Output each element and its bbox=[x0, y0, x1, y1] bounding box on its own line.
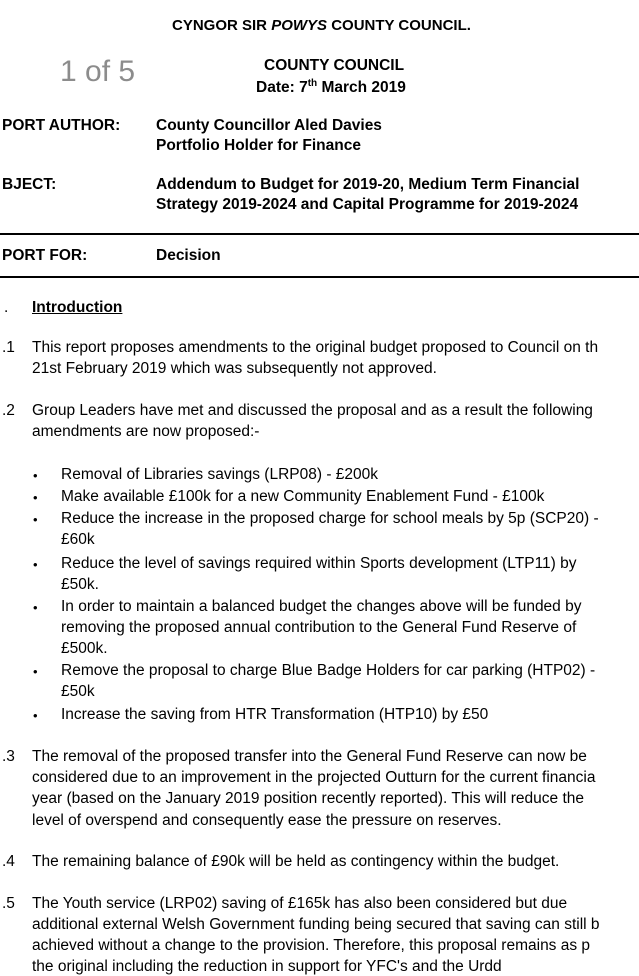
para-line: year (based on the January 2019 position recently reported). This will reduce the bbox=[32, 790, 584, 807]
report-for-label: PORT FOR: bbox=[2, 247, 88, 264]
para-line: additional external Welsh Government funding being secured that saving can still b bbox=[32, 916, 600, 933]
bullet-text: £50k bbox=[61, 683, 95, 700]
author-name: County Councillor Aled Davies bbox=[156, 117, 382, 134]
author-role: Portfolio Holder for Finance bbox=[156, 137, 361, 154]
para-line: 21st February 2019 which was subsequently not approved. bbox=[32, 360, 437, 377]
meeting-title: COUNTY COUNCIL bbox=[264, 57, 405, 74]
section-title: Introduction bbox=[32, 299, 123, 316]
meeting-date: Date: 7th March 2019 bbox=[256, 78, 406, 96]
para-line: The remaining balance of £90k will be held as contingency within the budget. bbox=[32, 853, 560, 870]
para-line: the original including the reduction in support for YFC's and the Urdd bbox=[32, 958, 502, 975]
bullet-text: Increase the saving from HTR Transformation (HTP10) by £50 bbox=[61, 706, 489, 723]
bullet-mark: • bbox=[33, 708, 38, 723]
para-line: The removal of the proposed transfer into the General Fund Reserve can now be bbox=[32, 748, 587, 765]
bullet-text: Make available £100k for a new Community Enablement Fund - £100k bbox=[61, 488, 545, 505]
bullet-mark: • bbox=[33, 557, 38, 572]
para-line: The Youth service (LRP02) saving of £165k has also been considered but due bbox=[32, 895, 568, 912]
para-number: .2 bbox=[2, 402, 15, 419]
bullet-text: £50k. bbox=[61, 576, 99, 593]
para-line: This report proposes amendments to the original budget proposed to Council on th bbox=[32, 339, 599, 356]
report-for-value: Decision bbox=[156, 247, 221, 264]
bullet-text: £60k bbox=[61, 531, 95, 548]
para-number: .5 bbox=[2, 895, 15, 912]
para-number: .4 bbox=[2, 853, 15, 870]
para-number: .3 bbox=[2, 748, 15, 765]
para-line: considered due to an improvement in the projected Outturn for the current financia bbox=[32, 769, 596, 786]
bullet-text: Removal of Libraries savings (LRP08) - £200k bbox=[61, 466, 379, 483]
para-line: achieved without a change to the provision. Therefore, this proposal remains as p bbox=[32, 937, 591, 954]
bullet-text: £500k. bbox=[61, 640, 108, 657]
bullet-text: Reduce the level of savings required within Sports development (LTP11) by bbox=[61, 555, 577, 572]
subject-label: BJECT: bbox=[2, 176, 57, 193]
section-number: . bbox=[4, 299, 9, 316]
bullet-mark: • bbox=[33, 468, 38, 483]
bullet-mark: • bbox=[33, 600, 38, 615]
bullet-text: Reduce the increase in the proposed charge for school meals by 5p (SCP20) - bbox=[61, 510, 599, 527]
para-number: .1 bbox=[2, 339, 15, 356]
bullet-text: Remove the proposal to charge Blue Badge Holders for car parking (HTP02) - bbox=[61, 662, 596, 679]
council-name: CYNGOR SIR POWYS COUNTY COUNCIL. bbox=[172, 17, 471, 34]
bullet-mark: • bbox=[33, 664, 38, 679]
subject-line-2: Strategy 2019-2024 and Capital Programme for 2019-2024 bbox=[156, 196, 579, 213]
bullet-mark: • bbox=[33, 490, 38, 505]
para-line: level of overspend and consequently ease the pressure on reserves. bbox=[32, 812, 502, 829]
divider-top bbox=[0, 233, 639, 235]
author-label: PORT AUTHOR: bbox=[2, 117, 121, 134]
bullet-text: removing the proposed annual contribution to the General Fund Reserve of bbox=[61, 619, 577, 636]
page-indicator: 1 of 5 bbox=[60, 55, 136, 88]
subject-line-1: Addendum to Budget for 2019-20, Medium Term Financial bbox=[156, 176, 580, 193]
bullet-mark: • bbox=[33, 512, 38, 527]
para-line: Group Leaders have met and discussed the proposal and as a result the following bbox=[32, 402, 593, 419]
bullet-text: In order to maintain a balanced budget the changes above will be funded by bbox=[61, 598, 582, 615]
para-line: amendments are now proposed:- bbox=[32, 423, 260, 440]
divider-bottom bbox=[0, 276, 639, 278]
